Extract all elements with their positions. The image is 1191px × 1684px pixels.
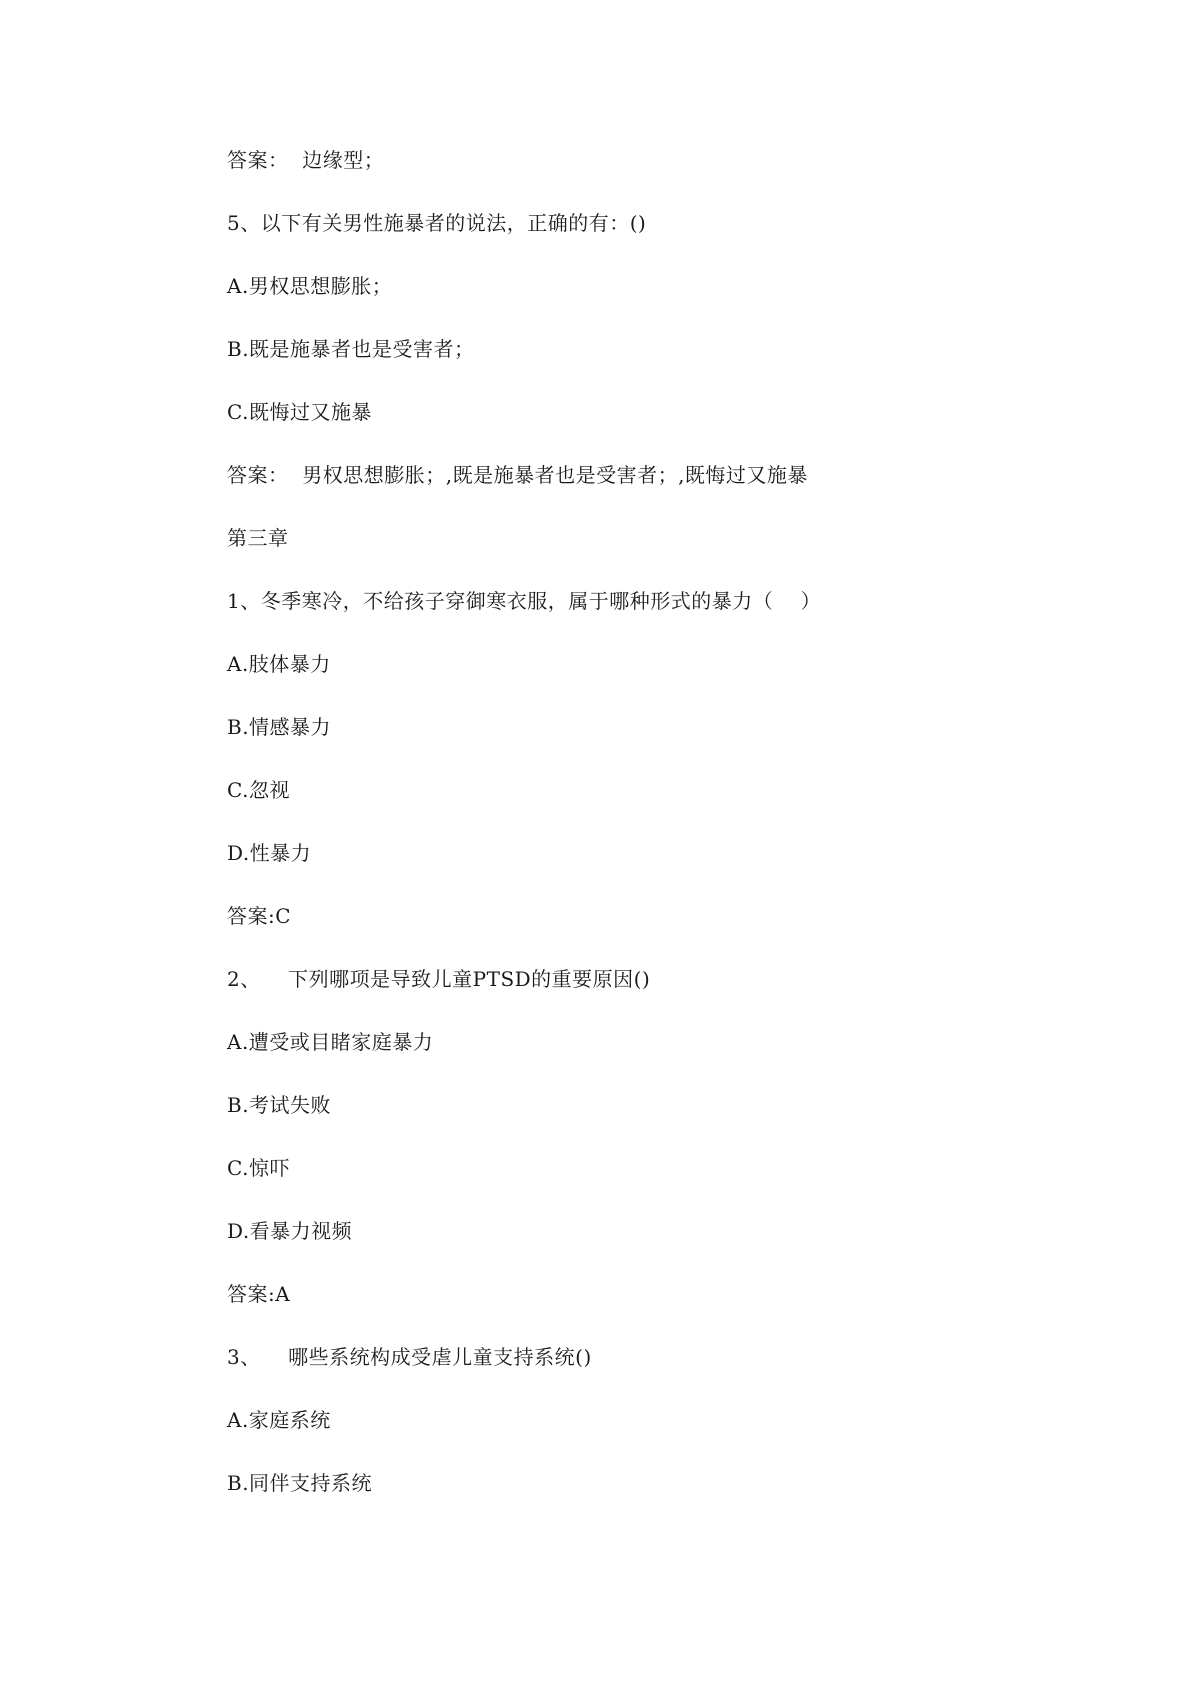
- option-a: A.男权思想膨胀；: [227, 274, 393, 298]
- option-b: B.既是施暴者也是受害者；: [227, 337, 475, 361]
- option-d: D.看暴力视频: [227, 1219, 353, 1243]
- option-a: A.遭受或目睹家庭暴力: [227, 1030, 434, 1054]
- answer-line: 答案： 男权思想膨胀；,既是施暴者也是受害者；,既悔过又施暴: [227, 463, 808, 487]
- option-b: B.同伴支持系统: [227, 1471, 373, 1495]
- answer-line: 答案： 边缘型；: [227, 148, 385, 172]
- option-a: A.肢体暴力: [227, 652, 331, 676]
- option-c: C.惊吓: [227, 1156, 290, 1180]
- question-5: 5、以下有关男性施暴者的说法，正确的有：(): [227, 211, 647, 235]
- answer-line: 答案:A: [227, 1282, 291, 1306]
- option-a: A.家庭系统: [227, 1408, 331, 1432]
- chapter-heading: 第三章: [227, 526, 289, 550]
- question-3: 3、 哪些系统构成受虐儿童支持系统(): [227, 1345, 592, 1369]
- question-2: 2、 下列哪项是导致儿童PTSD的重要原因(): [227, 967, 651, 991]
- option-c: C.既悔过又施暴: [227, 400, 372, 424]
- question-1: 1、冬季寒冷，不给孩子穿御寒衣服，属于哪种形式的暴力（ ）: [227, 589, 822, 613]
- option-b: B.情感暴力: [227, 715, 332, 739]
- option-d: D.性暴力: [227, 841, 312, 865]
- option-c: C.忽视: [227, 778, 290, 802]
- answer-line: 答案:C: [227, 904, 292, 928]
- option-b: B.考试失败: [227, 1093, 332, 1117]
